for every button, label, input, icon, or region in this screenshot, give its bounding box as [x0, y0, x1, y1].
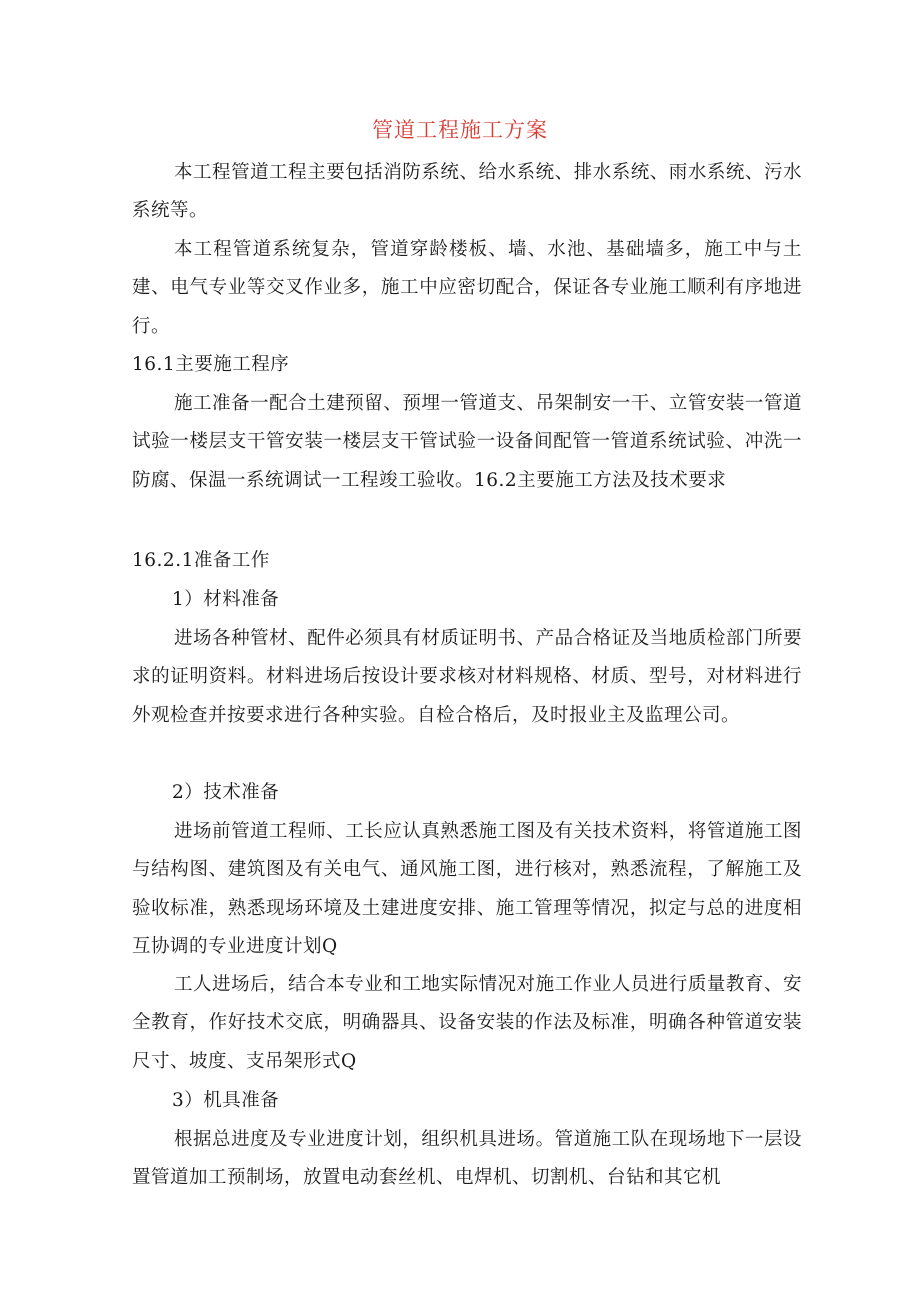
item-1-paragraph: 进场各种管材、配件必须具有材质证明书、产品合格证及当地质检部门所要求的证明资料。材料进场后按设计要求核对材料规格、材质、型号，对材料进行外观检查并按要求进行各种实验。自检合格后，及时报业主及监理公司。: [132, 628, 802, 726]
item-2-paragraph-1: 进场前管道工程师、工长应认真熟悉施工图及有关技术资料，将管道施工图与结构图、建筑图及有关电气、通风施工图，进行核对，熟悉流程，了解施工及验收标准，熟悉现场环境及土建进度安排、施工管理等情况，拟定与总的进度相互协调的专业进度计划Q: [132, 821, 802, 957]
item-3-heading: 3）机具准备: [172, 1090, 280, 1111]
item-2-heading: 2）技术准备: [172, 782, 280, 803]
section-heading-16-2-1: 16.2.1准备工作: [132, 550, 270, 571]
intro-paragraph-1: 本工程管道工程主要包括消防系统、给水系统、排水系统、雨水系统、污水系统等。: [132, 162, 802, 222]
item-1-heading: 1）材料准备: [172, 589, 280, 610]
section-heading-16-1: 16.1主要施工程序: [132, 354, 290, 375]
document-title: 管道工程施工方案: [372, 118, 548, 142]
procedure-paragraph: 施工准备一配合土建预留、预埋一管道支、吊架制安一干、立管安装一管道试验一楼层支干管安装一楼层支干管试验一设备间配管一管道系统试验、冲洗一防腐、保温一系统调试一工程竣工验收。16.2主要施工方法及技术要求: [132, 393, 802, 491]
item-3-paragraph: 根据总进度及专业进度计划，组织机具进场。管道施工队在现场地下一层设置管道加工预制场，放置电动套丝机、电焊机、切割机、台钻和其它机: [132, 1129, 802, 1189]
item-2-paragraph-2: 工人进场后，结合本专业和工地实际情况对施工作业人员进行质量教育、安全教育，作好技术交底，明确器具、设备安装的作法及标准，明确各种管道安装尺寸、坡度、支吊架形式Q: [132, 974, 802, 1072]
intro-paragraph-2: 本工程管道系统复杂，管道穿龄楼板、墙、水池、基础墙多，施工中与土建、电气专业等交叉作业多，施工中应密切配合，保证各专业施工顺利有序地进行。: [132, 239, 802, 337]
